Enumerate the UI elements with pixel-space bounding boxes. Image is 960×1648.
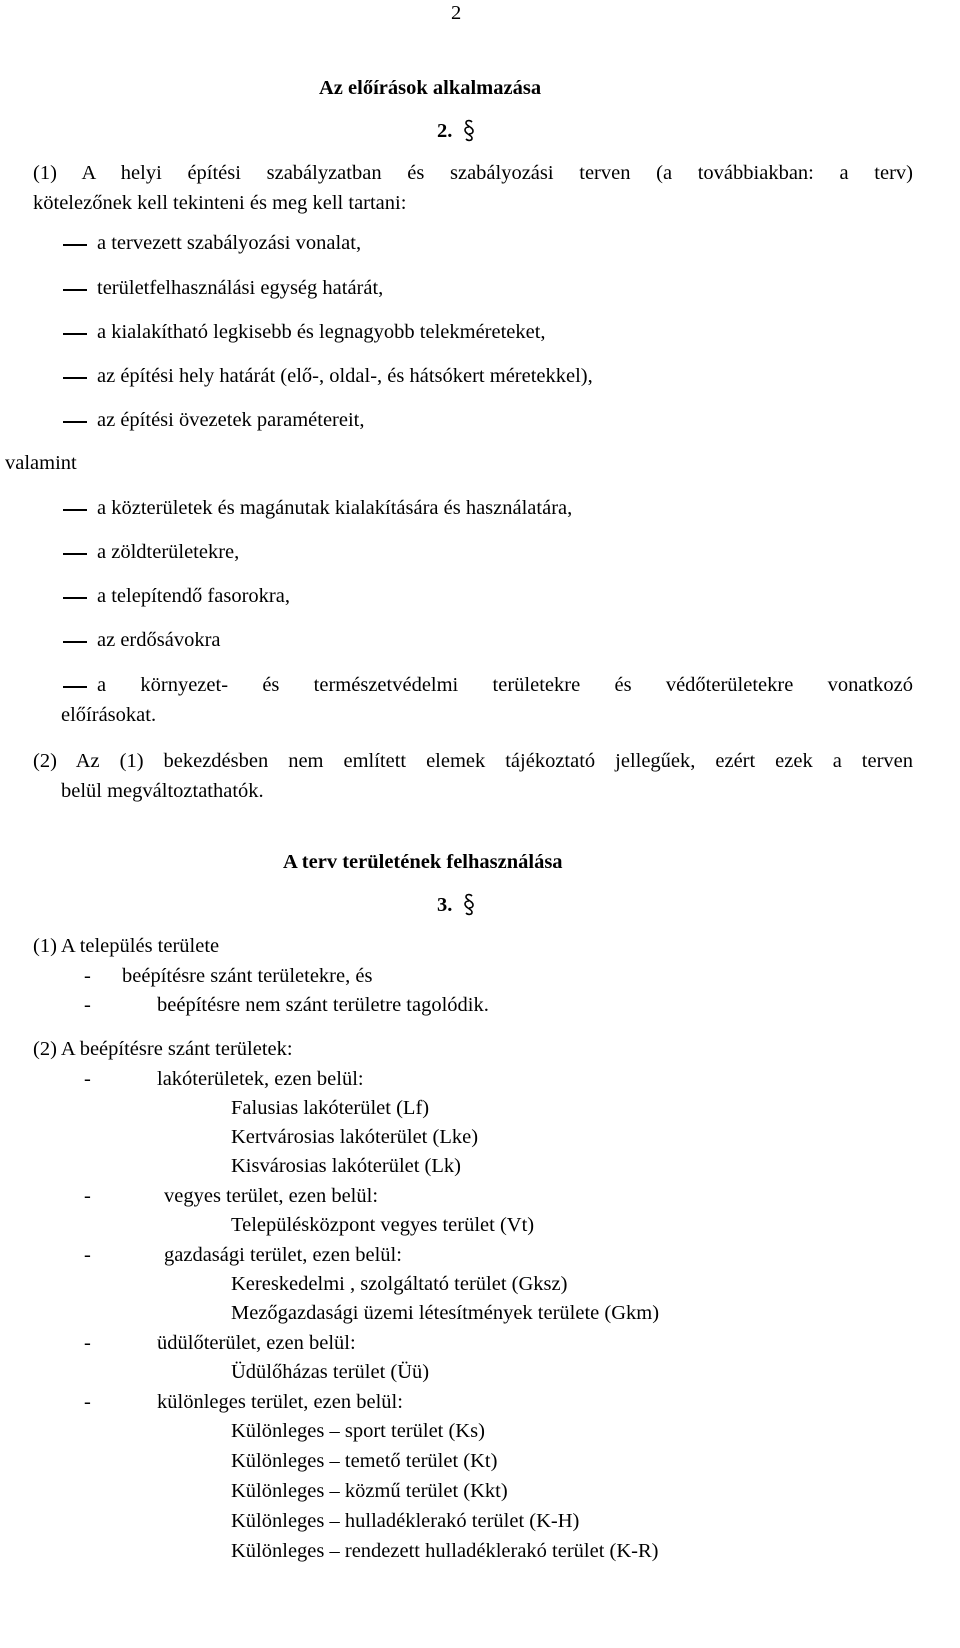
- section-sign-icon: [462, 892, 476, 918]
- list-item: Különleges – rendezett hulladéklerakó terület (K-R): [231, 1540, 659, 1562]
- group-label: lakóterületek, ezen belül:: [157, 1068, 364, 1090]
- paragraph-2-line-2: belül megváltoztathatók.: [61, 780, 264, 802]
- list-item: Kereskedelmi , szolgáltató terület (Gksz): [231, 1273, 568, 1295]
- section-title: Az előírások alkalmazása: [319, 77, 542, 99]
- list-item: az építési hely határát (elő-, oldal-, és hátsókert méretekkel),: [97, 365, 593, 387]
- list-item: Különleges – közmű terület (Kkt): [231, 1480, 508, 1502]
- hyphen-bullet: -: [84, 965, 91, 987]
- page-number: 2: [451, 2, 462, 24]
- section-sign-icon: [462, 118, 476, 144]
- group-label: vegyes terület, ezen belül:: [164, 1185, 379, 1207]
- hyphen-bullet: -: [84, 1068, 91, 1090]
- group-label: gazdasági terület, ezen belül:: [164, 1244, 402, 1266]
- list-item: Falusias lakóterület (Lf): [231, 1097, 430, 1119]
- dash-bullet: [63, 553, 87, 555]
- dash-bullet: [63, 509, 87, 511]
- list-item: Mezőgazdasági üzemi létesítmények területe (Gkm): [231, 1302, 660, 1324]
- paragraph-text: (2) A beépítésre szánt területek:: [33, 1038, 293, 1060]
- list-item: Kisvárosias lakóterület (Lk): [231, 1155, 461, 1177]
- dash-bullet: [63, 641, 87, 643]
- section-number: 3.: [437, 894, 453, 916]
- list-item: Különleges – hulladéklerakó terület (K-H): [231, 1510, 580, 1532]
- list-item: a zöldterületekre,: [97, 541, 240, 563]
- list-item: az erdősávokra: [97, 629, 221, 651]
- list-item: beépítésre szánt területekre, és: [122, 965, 373, 987]
- dash-bullet: [63, 421, 87, 423]
- list-item-continuation: előírásokat.: [61, 704, 157, 726]
- dash-bullet: [63, 333, 87, 335]
- list-item: területfelhasználási egység határát,: [97, 277, 384, 299]
- hyphen-bullet: -: [84, 994, 91, 1016]
- valamint-text: valamint: [5, 452, 77, 474]
- hyphen-bullet: -: [84, 1332, 91, 1354]
- paragraph-2-line-1: (2) Az (1) bekezdésben nem említett elemek tájékoztató jellegűek, ezért ezek a terven: [33, 750, 913, 772]
- section-number: 2.: [437, 120, 453, 142]
- list-item: Különleges – sport terület (Ks): [231, 1420, 485, 1442]
- list-item: a telepítendő fasorokra,: [97, 585, 290, 607]
- dash-bullet: [63, 289, 87, 291]
- group-label: üdülőterület, ezen belül:: [157, 1332, 356, 1354]
- list-item: az építési övezetek paramétereit,: [97, 409, 365, 431]
- hyphen-bullet: -: [84, 1185, 91, 1207]
- hyphen-bullet: -: [84, 1391, 91, 1413]
- hyphen-bullet: -: [84, 1244, 91, 1266]
- list-item: Településközpont vegyes terület (Vt): [231, 1214, 535, 1236]
- dash-bullet: [63, 377, 87, 379]
- dash-bullet: [63, 686, 87, 688]
- list-item: a környezet- és természetvédelmi területekre és védőterületekre vonatkozó: [97, 674, 913, 696]
- dash-bullet: [63, 597, 87, 599]
- dash-bullet: [63, 244, 87, 246]
- paragraph-text: (1) A település területe: [33, 935, 220, 957]
- section-title: A terv területének felhasználása: [283, 851, 563, 873]
- list-item: a kialakítható legkisebb és legnagyobb telekméreteket,: [97, 321, 546, 343]
- paragraph-1-line-1: (1) A helyi építési szabályzatban és szabályozási terven (a továbbiakban: a terv): [33, 162, 913, 184]
- list-item: a tervezett szabályozási vonalat,: [97, 232, 362, 254]
- list-item: beépítésre nem szánt területre tagolódik.: [157, 994, 489, 1016]
- list-item: Különleges – temető terület (Kt): [231, 1450, 498, 1472]
- group-label: különleges terület, ezen belül:: [157, 1391, 403, 1413]
- list-item: Üdülőházas terület (Üü): [231, 1361, 430, 1383]
- list-item: Kertvárosias lakóterület (Lke): [231, 1126, 479, 1148]
- list-item: a közterületek és magánutak kialakítására és használatára,: [97, 497, 573, 519]
- paragraph-1-line-2: kötelezőnek kell tekinteni és meg kell tartani:: [33, 192, 407, 214]
